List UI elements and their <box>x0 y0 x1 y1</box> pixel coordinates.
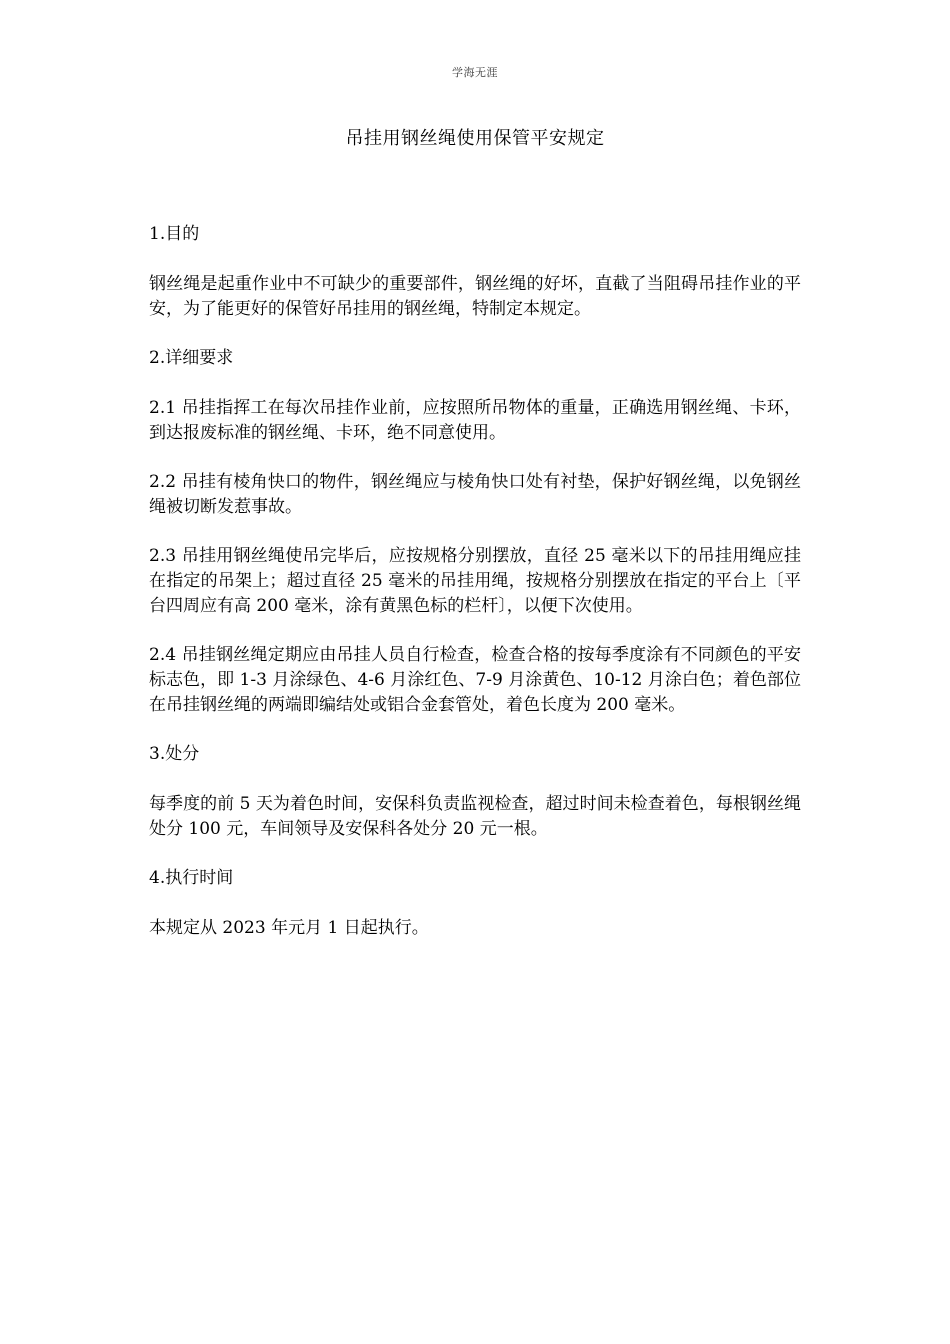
section-heading-requirements: 2.详细要求 <box>149 348 234 368</box>
document-title: 吊挂用钢丝绳使用保管平安规定 <box>345 128 605 149</box>
document-body <box>149 222 801 965</box>
paragraph-requirement-2-3: 2.3 吊挂用钢丝绳使吊完毕后，应按规格分别摆放，直径 25 毫米以下的吊挂用绳应挂在指定的吊架上；超过直径 25 毫米的吊挂用绳，按规格分别摆放在指定的平台上〔平台四周应有高 200 毫米，涂有黄黑色标的栏杆〕，以便下次使用。 <box>149 546 801 616</box>
section-heading-purpose: 1.目的 <box>149 224 200 244</box>
paragraph-purpose: 钢丝绳是起重作业中不可缺少的重要部件，钢丝绳的好坏，直截了当阻碍吊挂作业的平安，为了能更好的保管好吊挂用的钢丝绳，特制定本规定。 <box>149 274 801 319</box>
paragraph-requirement-2-1: 2.1 吊挂指挥工在每次吊挂作业前，应按照所吊物体的重量，正确选用钢丝绳、卡环，到达报废标准的钢丝绳、卡环，绝不同意使用。 <box>149 398 801 443</box>
section-heading-penalty: 3.处分 <box>149 744 200 764</box>
paragraph-requirement-2-4: 2.4 吊挂钢丝绳定期应由吊挂人员自行检查，检查合格的按每季度涂有不同颜色的平安标志色，即 1-3 月涂绿色、4-6 月涂红色、7-9 月涂黄色、10-12 月涂白色；着色部位在吊挂钢丝绳的两端即编结处或铝合金套管处，着色长度为 200 毫米。 <box>149 645 801 715</box>
page-header: 学海无涯 <box>452 66 498 79</box>
section-heading-effective-date: 4.执行时间 <box>149 868 234 888</box>
paragraph-requirement-2-2: 2.2 吊挂有棱角快口的物件，钢丝绳应与棱角快口处有衬垫，保护好钢丝绳，以免钢丝绳被切断发惹事故。 <box>149 472 801 517</box>
paragraph-penalty: 每季度的前 5 天为着色时间，安保科负责监视检查，超过时间未检查着色，每根钢丝绳处分 100 元，车间领导及安保科各处分 20 元一根。 <box>149 794 801 839</box>
paragraph-effective-date: 本规定从 2023 年元月 1 日起执行。 <box>149 918 429 938</box>
